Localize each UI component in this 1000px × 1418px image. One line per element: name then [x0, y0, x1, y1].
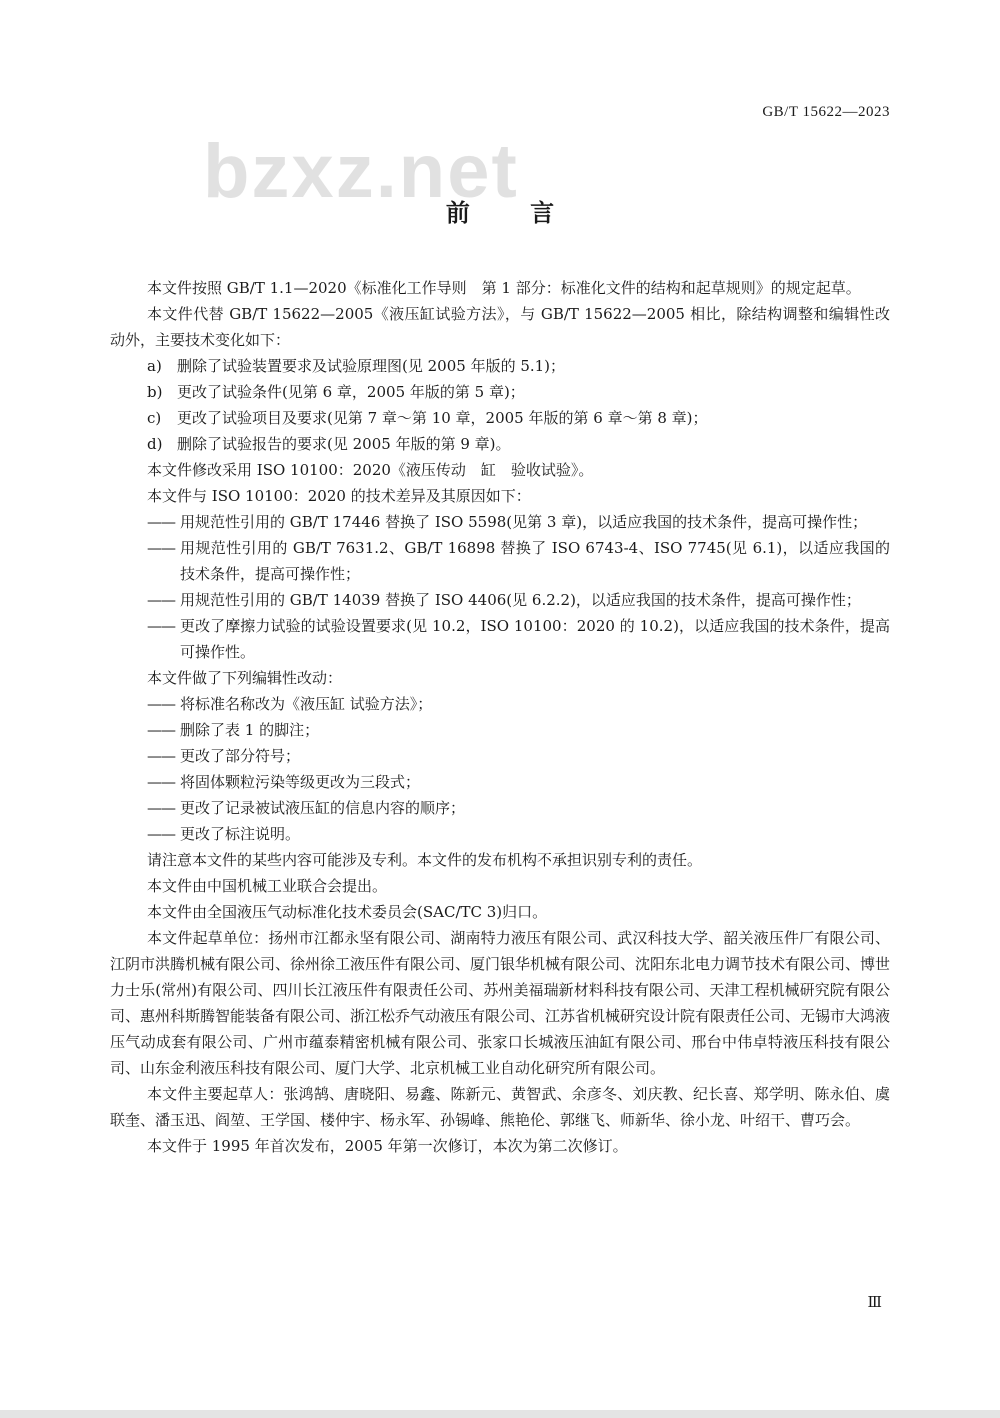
standard-code: GB/T 15622—2023	[762, 104, 890, 120]
list-item-text: 更改了摩擦力试验的试验设置要求(见 10.2，ISO 10100：2020 的 10.2)，以适应我国的技术条件，提高可操作性。	[180, 617, 890, 661]
list-item-text: 删除了试验装置要求及试验原理图(见 2005 年版的 5.1)；	[177, 357, 566, 375]
list-item-text: 更改了标注说明。	[180, 825, 301, 843]
page-number: Ⅲ	[867, 1295, 882, 1311]
list-item	[110, 535, 890, 587]
paragraph-drafters: 本文件主要起草人：张鸿鹄、唐晓阳、易鑫、陈新元、黄智武、余彦冬、刘庆教、纪长喜、郑学明、陈永伯、虞联奎、潘玉迅、阎堃、王学国、楼仲宇、杨永军、孙锡峰、熊艳伦、郭继飞、师新华、徐小龙、叶绍干、曹巧会。	[110, 1085, 890, 1129]
dash-marker: ——	[147, 799, 175, 817]
list-item-text: 将固体颗粒污染等级更改为三段式；	[180, 773, 421, 791]
list-item	[110, 431, 890, 457]
list-marker: b)	[147, 383, 163, 401]
list-item	[110, 769, 890, 795]
paragraph-iso-adoption: 本文件修改采用 ISO 10100：2020《液压传动 缸 验收试验》。	[147, 461, 594, 479]
document-body	[110, 275, 890, 1159]
list-marker: c)	[147, 409, 162, 427]
list-item	[110, 795, 890, 821]
list-marker: a)	[147, 357, 162, 375]
dash-marker: ——	[147, 773, 175, 791]
list-item	[110, 353, 890, 379]
dash-marker: ——	[147, 695, 175, 713]
list-item-text: 将标准名称改为《液压缸 试验方法》；	[180, 695, 433, 713]
page-title: 前 言	[445, 199, 581, 227]
paragraph-proposed-by: 本文件由中国机械工业联合会提出。	[147, 877, 388, 895]
dash-marker: ——	[147, 539, 175, 557]
list-item-text: 删除了试验报告的要求(见 2005 年版的第 9 章)。	[177, 435, 511, 453]
paragraph-replaces: 本文件代替 GB/T 15622—2005《液压缸试验方法》，与 GB/T 15622—2005 相比，除结构调整和编辑性改动外，主要技术变化如下：	[110, 305, 890, 349]
list-item	[110, 691, 890, 717]
dash-marker: ——	[147, 825, 175, 843]
list-marker: d)	[147, 435, 163, 453]
watermark: bzxz.net	[203, 129, 519, 214]
list-item-text: 更改了记录被试液压缸的信息内容的顺序；	[180, 799, 466, 817]
dash-marker: ——	[147, 721, 175, 739]
page-bottom-edge	[0, 1410, 1000, 1418]
list-item	[110, 613, 890, 665]
list-item	[110, 743, 890, 769]
paragraph-drafting-rules: 本文件按照 GB/T 1.1—2020《标准化工作导则 第 1 部分：标准化文件的结构和起草规则》的规定起草。	[147, 279, 861, 297]
paragraph-publication-history: 本文件于 1995 年首次发布，2005 年第一次修订，本次为第二次修订。	[147, 1137, 628, 1155]
list-item	[110, 379, 890, 405]
list-item-text: 用规范性引用的 GB/T 7631.2、GB/T 16898 替换了 ISO 6743-4、ISO 7745(见 6.1)，以适应我国的技术条件，提高可操作性；	[180, 539, 890, 583]
list-item-text: 更改了试验项目及要求(见第 7 章～第 10 章，2005 年版的第 6 章～第 8 章)；	[177, 409, 708, 427]
dash-marker: ——	[147, 747, 175, 765]
list-item	[110, 405, 890, 431]
dash-marker: ——	[147, 513, 175, 531]
list-item-text: 更改了部分符号；	[180, 747, 301, 765]
paragraph-drafting-organizations: 本文件起草单位：扬州市江都永坚有限公司、湖南特力液压有限公司、武汉科技大学、韶关液压件厂有限公司、江阴市洪腾机械有限公司、徐州徐工液压件有限公司、厦门银华机械有限公司、沈阳东北电力调节技术有限公司、博世力士乐(常州)有限公司、四川长江液压件有限责任公司、苏州美福瑞新材料科技有限公司、天津工程机械研究院有限公司、惠州科斯腾智能装备有限公司、浙江松乔气动液压有限公司、江苏省机械研究设计院有限责任公司、无锡市大鸿液压气动成套有限公司、广州市蕴泰精密机械有限公司、张家口长城液压油缸有限公司、邢台中伟卓特液压科技有限公司、山东金利液压科技有限公司、厦门大学、北京机械工业自动化研究所有限公司。	[110, 929, 891, 1077]
list-item	[110, 509, 890, 535]
list-item	[110, 717, 890, 743]
list-item-text: 用规范性引用的 GB/T 14039 替换了 ISO 4406(见 6.2.2)，以适应我国的技术条件，提高可操作性；	[180, 591, 861, 609]
paragraph-technical-committee: 本文件由全国液压气动标准化技术委员会(SAC/TC 3)归口。	[147, 903, 548, 921]
paragraph-patent-notice: 请注意本文件的某些内容可能涉及专利。本文件的发布机构不承担识别专利的责任。	[147, 851, 703, 869]
paragraph-editorial-intro: 本文件做了下列编辑性改动：	[147, 669, 343, 687]
list-item	[110, 587, 890, 613]
list-item-text: 更改了试验条件(见第 6 章，2005 年版的第 5 章)；	[177, 383, 525, 401]
list-item	[110, 821, 890, 847]
list-item-text: 用规范性引用的 GB/T 17446 替换了 ISO 5598(见第 3 章)，以适应我国的技术条件，提高可操作性；	[180, 513, 868, 531]
dash-marker: ——	[147, 591, 175, 609]
list-item-text: 删除了表 1 的脚注；	[180, 721, 320, 739]
paragraph-tech-diff-intro: 本文件与 ISO 10100：2020 的技术差异及其原因如下：	[147, 487, 531, 505]
dash-marker: ——	[147, 617, 175, 635]
